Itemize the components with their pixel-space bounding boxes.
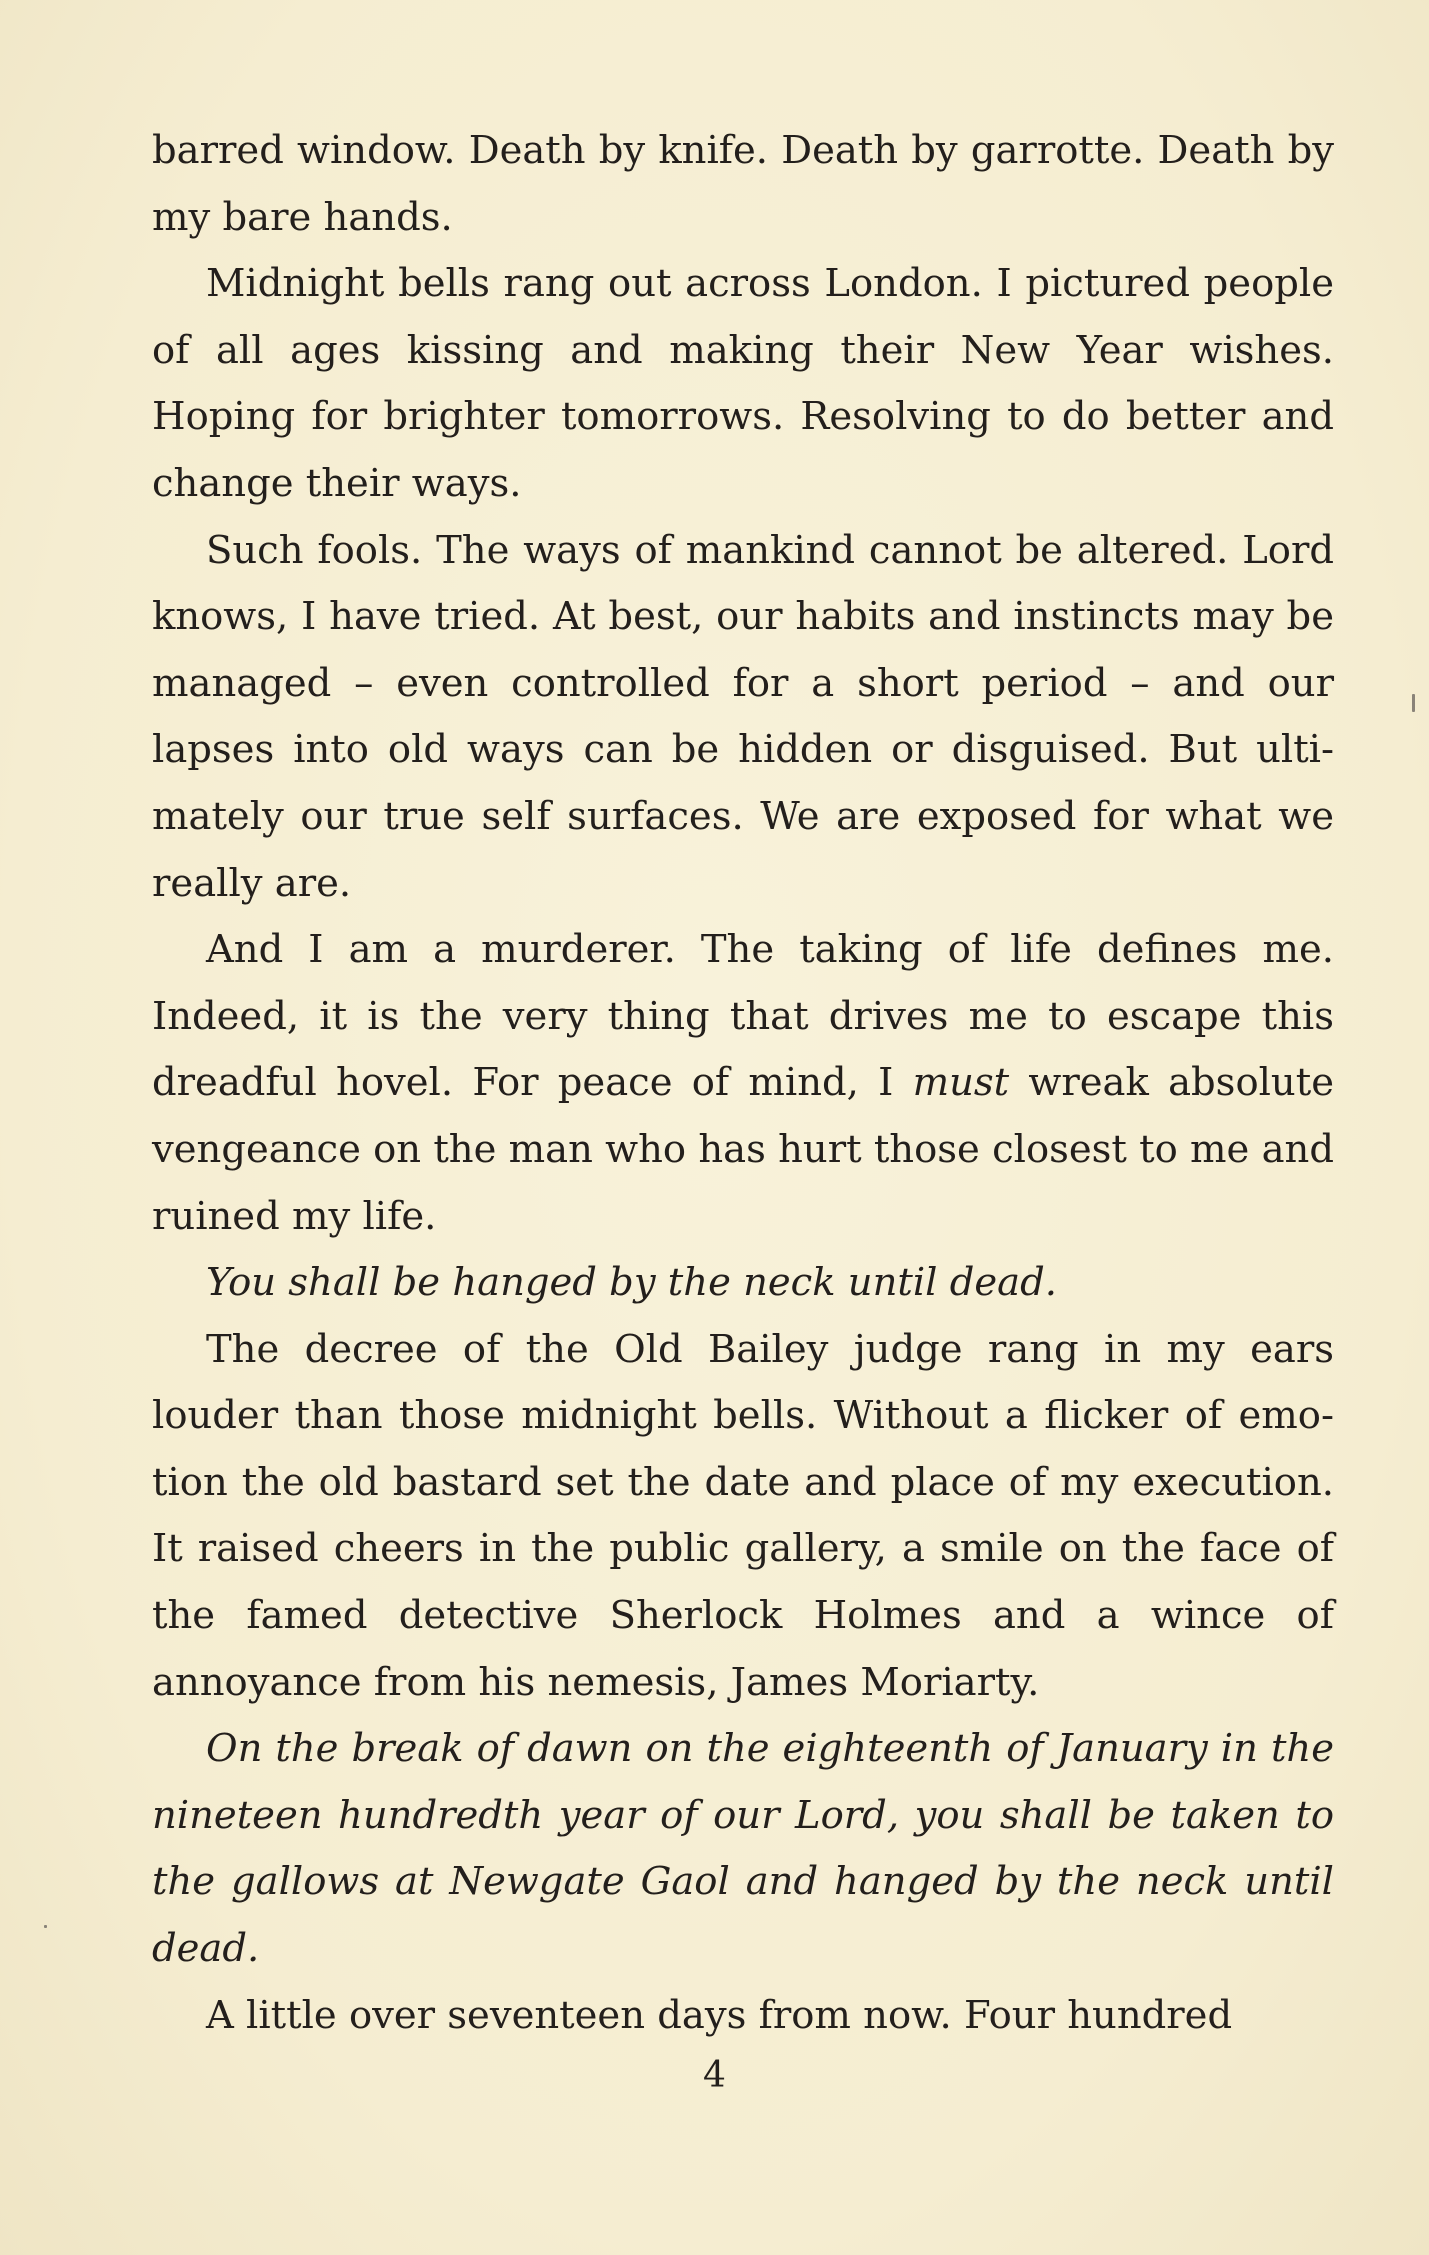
- paragraph-2: Midnight bells rang out across London. I pictured people of all ages kissing and making their New Year wishes. Hoping for brighter tomorrows. Resolving to do better and change their ways.: [152, 261, 1334, 506]
- paragraph-8: A little over seventeen days from now. Four hundred: [206, 1992, 1233, 2038]
- body-text: [152, 118, 1334, 2049]
- paragraph-3: Such fools. The ways of mankind cannot be altered. Lord knows, I have tried. At best, our habits and instincts may be managed – even controlled for a short period – and our lapses into old ways can be hidden or disguised. But ultimately our true self surfaces. We are exposed for what we really are.: [152, 527, 1334, 906]
- paragraph-1: barred window. Death by knife. Death by garrotte. Death by my bare hands.: [152, 128, 1334, 240]
- page-number: 4: [703, 2055, 726, 2096]
- paragraph-4-before: And I am a murderer. The taking of life defines me. Indeed, it is the very thing that drives me to escape this dreadful hovel. For peace of mind, I: [152, 927, 1334, 1106]
- paragraph-4: [152, 917, 1334, 1250]
- emphasis-must: must: [912, 1060, 1010, 1106]
- print-speck: [44, 1925, 47, 1928]
- paragraph-4-after: wreak absolute vengeance on the man who has hurt those closest to me and ruined my life.: [152, 1060, 1334, 1239]
- paragraph-6: The decree of the Old Bailey judge rang in my ears louder than those midnight bells. Without a flicker of emotion the old bastard set the date and place of my execution. It raised cheers in the public gallery, a smile on the face of the famed detective Sherlock Holmes and a wince of annoyance from his nemesis, James Moriarty.: [152, 1326, 1334, 1705]
- print-speck: [1412, 694, 1415, 712]
- paragraph-7-decree: On the break of dawn on the eighteenth of January in the nineteen hundredth year of our Lord, you shall be taken to the gallows at Newgate Gaol and hanged by the neck until dead.: [152, 1726, 1334, 1972]
- paragraph-5-sentence: You shall be hanged by the neck until dead.: [206, 1260, 1058, 1306]
